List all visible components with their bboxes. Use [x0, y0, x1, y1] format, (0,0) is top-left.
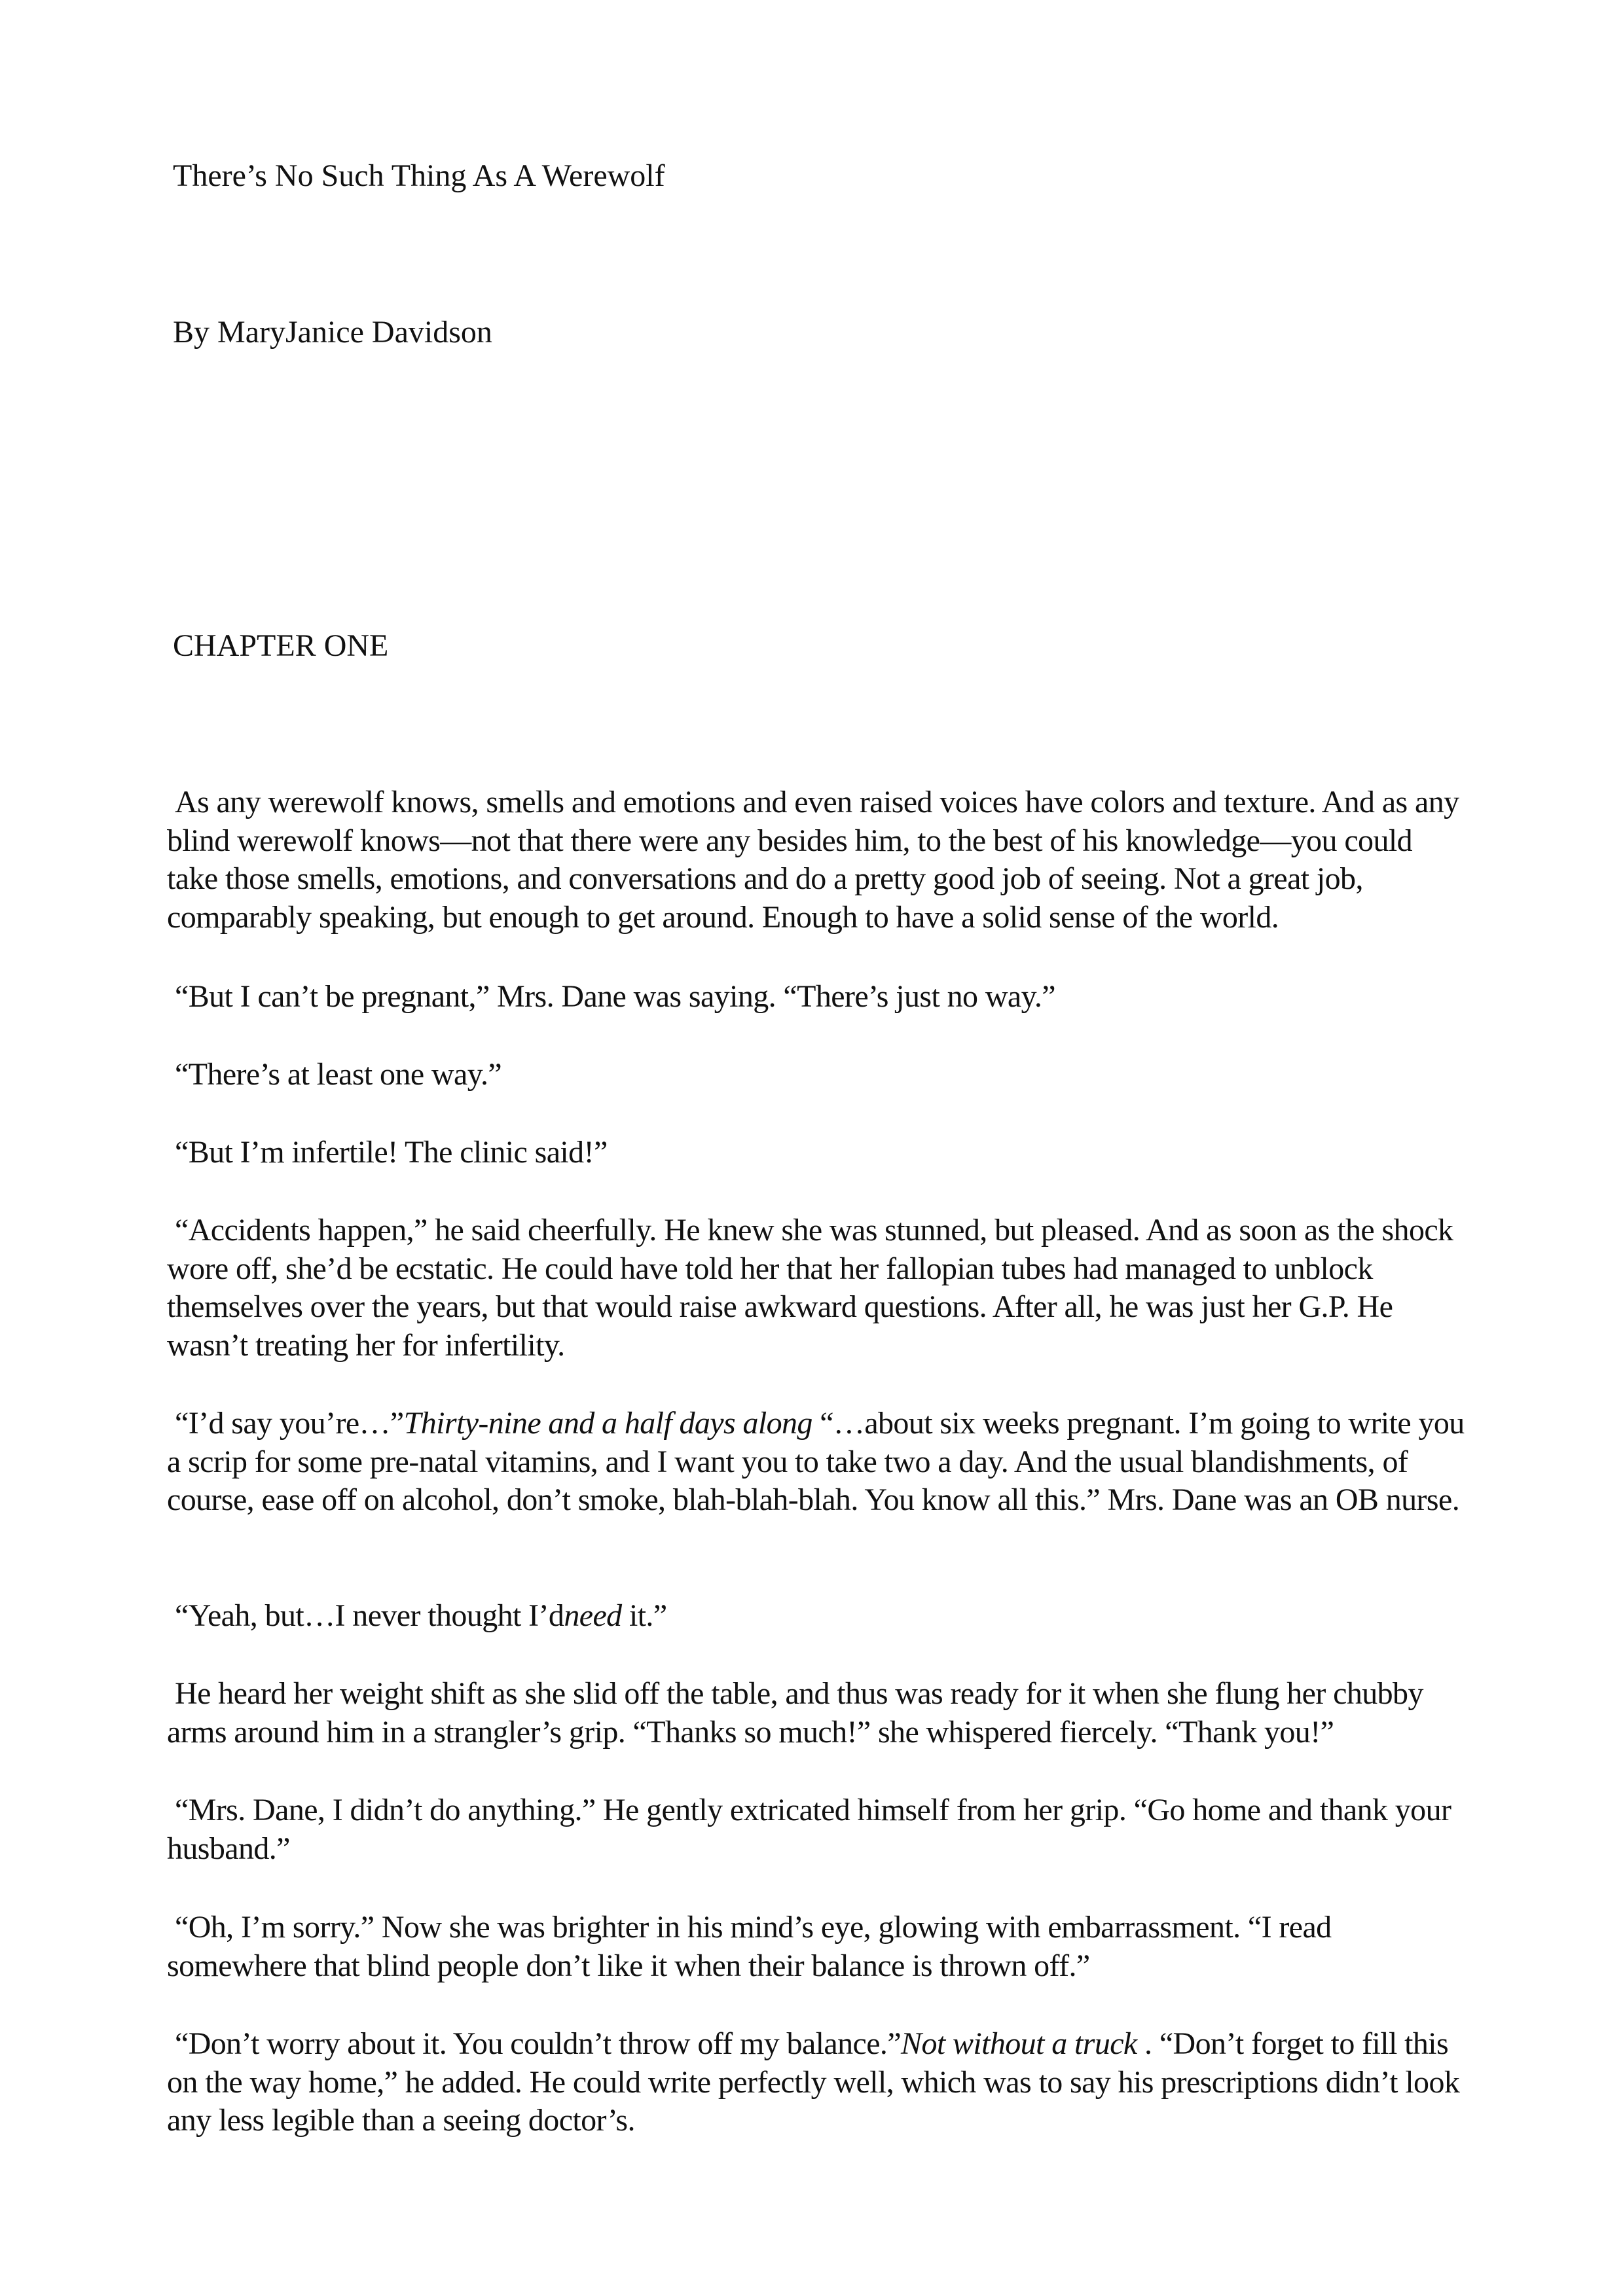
paragraph-11: [167, 2025, 1470, 2140]
paragraph-7: [167, 1597, 1470, 1636]
paragraph-5-text: “Accidents happen,” he said cheerfully. He knew she was stunned, but pleased. And as soon as the shock wore off, she’d be ecstatic. He could have told her that her fallopian tubes had managed to unblock themselves over the years, but that would raise awkward questions. After all, he was just her G.P. He wasn’t treating her for infertility.: [167, 1213, 1453, 1363]
paragraph-7-text-c: it.”: [621, 1598, 667, 1633]
paragraph-4-text: “But I’m infertile! The clinic said!”: [175, 1135, 608, 1170]
document-title: There’s No Such Thing As A Werewolf: [173, 158, 665, 193]
paragraph-7-text-a: “Yeah, but…I never thought I’d: [175, 1598, 564, 1633]
paragraph-6: [167, 1405, 1470, 1520]
paragraph-4: [167, 1134, 1470, 1172]
paragraph-2: [167, 978, 1470, 1016]
paragraph-7-italic: need: [564, 1598, 622, 1633]
paragraph-1: [167, 783, 1470, 937]
paragraph-9: [167, 1791, 1470, 1868]
paragraph-9-text: “Mrs. Dane, I didn’t do anything.” He gently extricated himself from her grip. “Go home and thank your husband.”: [167, 1793, 1451, 1866]
paragraph-6-italic: Thirty-nine and a half days along: [403, 1406, 812, 1441]
paragraph-10: [167, 1909, 1470, 1985]
paragraph-1-text: As any werewolf knows, smells and emotions and even raised voices have colors and texture. And as any blind werewolf knows—not that there were any besides him, to the best of his knowledge—you could take those smells, emotions, and conversations and do a pretty good job of seeing. Not a great job, comparably speaking, but enough to get around. Enough to have a solid sense of the world.: [167, 785, 1459, 935]
paragraph-11-italic: Not without a truck: [901, 2026, 1137, 2061]
paragraph-8: [167, 1675, 1470, 1751]
chapter-heading: CHAPTER ONE: [173, 628, 389, 663]
paragraph-6-text-c: “…about six weeks pregnant. I’m going to write you a scrip for some pre-natal vitamins, and I want you to take two a day. And the usual blandishments, of course, ease off on alcohol, don’t smoke, blah-blah-blah. You know all this.” Mrs. Dane was an OB nurse.: [167, 1406, 1465, 1517]
paragraph-5: [167, 1211, 1470, 1365]
paragraph-8-text: He heard her weight shift as she slid off the table, and thus was ready for it when she flung her chubby arms around him in a strangler’s grip. “Thanks so much!” she whispered fiercely. “Thank you!”: [167, 1676, 1423, 1749]
paragraph-10-text: “Oh, I’m sorry.” Now she was brighter in his mind’s eye, glowing with embarrassment. “I read somewhere that blind people don’t like it when their balance is thrown off.”: [167, 1910, 1332, 1983]
paragraph-3: [167, 1056, 1470, 1094]
paragraph-3-text: “There’s at least one way.”: [175, 1057, 502, 1092]
paragraph-2-text: “But I can’t be pregnant,” Mrs. Dane was saying. “There’s just no way.”: [175, 979, 1055, 1014]
author-byline: By MaryJanice Davidson: [173, 315, 492, 350]
paragraph-11-text-c: . “Don’t forget to fill this on the way home,” he added. He could write perfectly well, which was to say his prescriptions didn’t look any less legible than a seeing doctor’s.: [167, 2026, 1460, 2138]
paragraph-6-text-a: “I’d say you’re…”: [175, 1406, 404, 1441]
paragraph-11-text-a: “Don’t worry about it. You couldn’t throw off my balance.”: [175, 2026, 902, 2061]
